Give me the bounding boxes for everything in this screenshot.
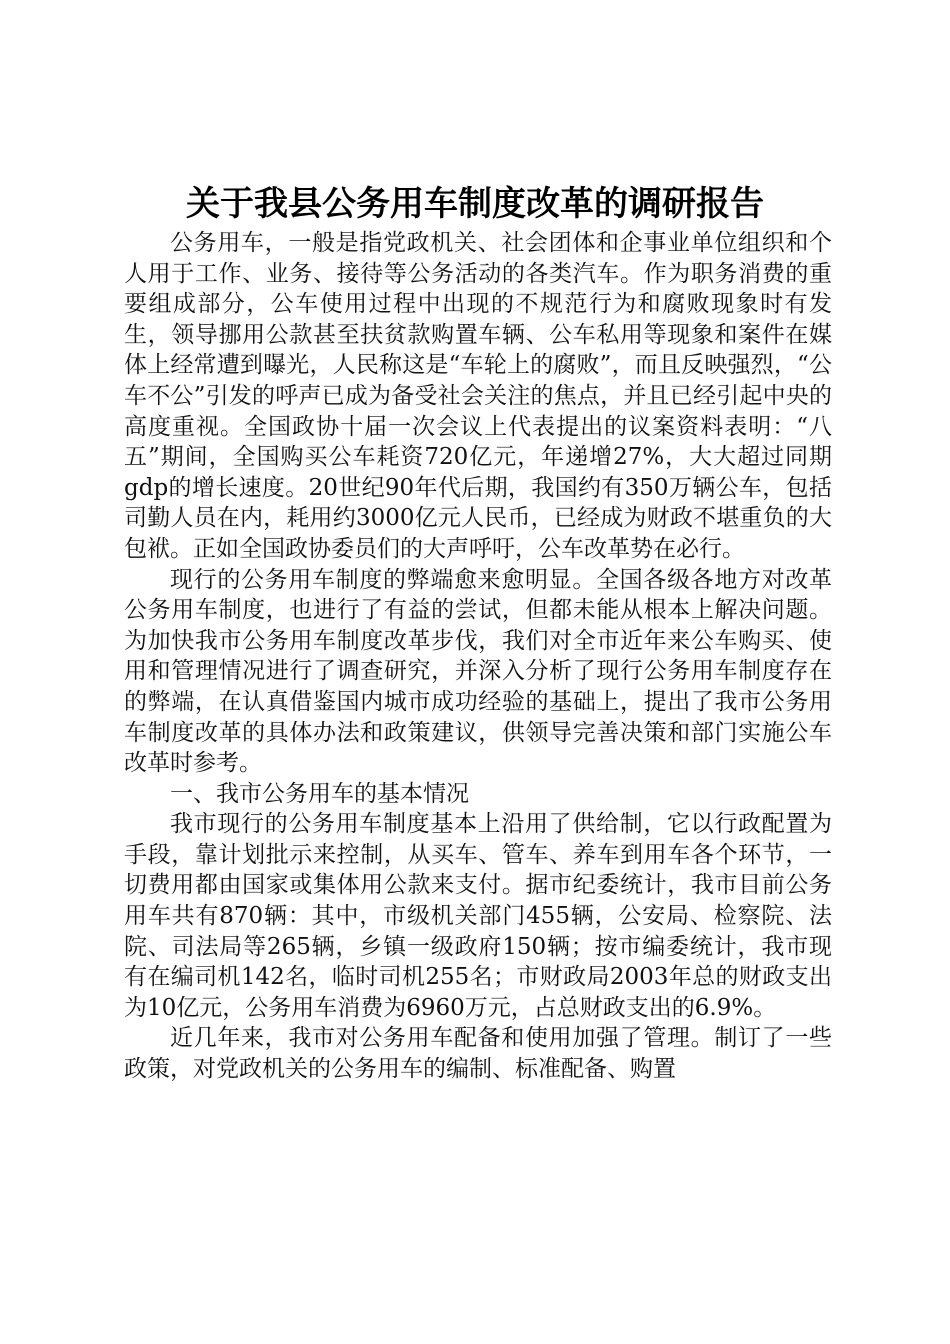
paragraph-basic-situation: 我市现行的公务用车制度基本上沿用了供给制，它以行政配置为手段，靠计划批示来控制，从买车、管车、养车到用车各个环节，一切费用都由国家或集体用公款来支付。据市纪委统计，我市目前公务用车共有870辆：其中，市级机关部门455辆，公安局、检察院、法院、司法局等265辆，乡镇一级政府150辆；按市编委统计，我市现有在编司机142名，临时司机255名；市财政局2003年总的财政支出为10亿元，公务用车消费为6960万元，占总财政支出的6.9%。 xyxy=(124,811,832,1021)
paragraph-management: 近几年来，我市对公务用车配备和使用加强了管理。制订了一些政策，对党政机关的公务用车的编制、标准配备、购置 xyxy=(124,1025,832,1083)
document-title: 关于我县公务用车制度改革的调研报告 xyxy=(186,184,764,224)
section-heading: 一、我市公务用车的基本情况 xyxy=(170,780,469,807)
document-body xyxy=(124,228,832,1085)
paragraph-intro: 公务用车，一般是指党政机关、社会团体和企事业单位组织和个人用于工作、业务、接待等公务活动的各类汽车。作为职务消费的重要组成部分，公车使用过程中出现的不规范行为和腐败现象时有发生，领导挪用公款甚至扶贫款购置车辆、公车私用等现象和案件在媒体上经常遭到曝光，人民称这是“车轮上的腐败”，而且反映强烈，“公车不公”引发的呼声已成为备受社会关注的焦点，并且已经引起中央的高度重视。全国政协十届一次会议上代表提出的议案资料表明：“八五”期间，全国购买公车耗资720亿元，年递增27%，大大超过同期gdp的增长速度。20世纪90年代后期，我国约有350万辆公车，包括司勤人员在内，耗用约3000亿元人民币，已经成为财政不堪重负的大包袱。正如全国政协委员们的大声呼吁，公车改革势在必行。 xyxy=(124,230,832,562)
paragraph-purpose: 现行的公务用车制度的弊端愈来愈明显。全国各级各地方对改革公务用车制度，也进行了有益的尝试，但都未能从根本上解决问题。为加快我市公务用车制度改革步伐，我们对全市近年来公车购买、使用和管理情况进行了调查研究，并深入分析了现行公务用车制度存在的弊端，在认真借鉴国内城市成功经验的基础上，提出了我市公务用车制度改革的具体办法和政策建议，供领导完善决策和部门实施公车改革时参考。 xyxy=(124,566,832,777)
